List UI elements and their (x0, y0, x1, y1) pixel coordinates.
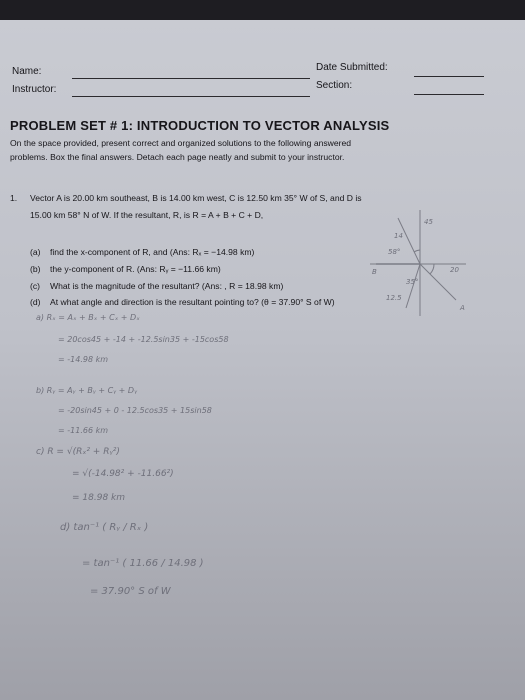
part-a-text: find the x-component of R, and (Ans: Rₓ = −14.98 km) (50, 247, 255, 257)
instructor-line (72, 96, 310, 97)
part-c-label: (c) (30, 281, 41, 291)
problem-text-line-2: 15.00 km 58° N of W. If the resultant, R, is R = A + B + C + D, (30, 210, 264, 220)
solution-d-answer: = 37.90° S of W (90, 586, 171, 597)
section-line (414, 94, 484, 95)
part-d-label: (d) (30, 297, 41, 307)
page-title: PROBLEM SET # 1: INTRODUCTION TO VECTOR ANALYSIS (10, 118, 390, 133)
problem-text-line-1: Vector A is 20.00 km southeast, B is 14.00 km west, C is 12.50 km 35° W of S, and D is (30, 193, 362, 203)
vector-diagram (366, 208, 474, 320)
angle-arc-d (414, 250, 420, 252)
solution-b-line-1: b) Rᵧ = Aᵧ + Bᵧ + Cᵧ + Dᵧ (36, 386, 138, 395)
solution-c-line-3: = 18.98 km (72, 493, 126, 503)
section-label: Section: (316, 80, 353, 91)
solution-d-line-2: = tan⁻¹ ( 11.66 / 14.98 ) (82, 558, 204, 569)
solution-a-line-1: a) Rₓ = Aₓ + Bₓ + Cₓ + Dₓ (36, 313, 140, 322)
solution-b-line-2: = -20sin45 + 0 - 12.5cos35 + 15sin58 (58, 406, 212, 415)
diagram-label-45: 45 (424, 218, 433, 226)
intro-line-1: On the space provided, present correct and organized solutions to the following answered (10, 138, 352, 148)
vector-c-arrow (406, 264, 420, 308)
solution-a-line-2: = 20cos45 + -14 + -12.5sin35 + -15cos58 (58, 335, 229, 344)
instructor-label: Instructor: (12, 84, 57, 95)
part-b-text: the y-component of R. (Ans: Rᵧ = −11.66 km) (50, 264, 221, 274)
diagram-label-14: 14 (394, 232, 403, 240)
problem-number: 1. (10, 193, 18, 203)
part-d-text: At what angle and direction is the resultant pointing to? (θ = 37.90° S of W) (50, 297, 335, 307)
diagram-label-58: 58° (388, 248, 401, 256)
name-label: Name: (12, 66, 42, 77)
solution-c-line-2: = √(-14.98² + -11.66²) (72, 469, 174, 479)
solution-d-line-1: d) tan⁻¹ ( Rᵧ / Rₓ ) (60, 522, 149, 533)
vector-d-arrow (398, 218, 420, 264)
worksheet-page (0, 20, 525, 700)
date-line (414, 76, 484, 77)
solution-c-line-1: c) R = √(Rₓ² + Rᵧ²) (36, 447, 120, 457)
diagram-label-b: B (372, 268, 377, 276)
diagram-label-12-5: 12.5 (386, 294, 402, 302)
diagram-label-20: 20 (450, 266, 459, 274)
date-submitted-label: Date Submitted: (316, 62, 388, 73)
diagram-label-a: A (460, 304, 465, 312)
name-line (72, 78, 310, 79)
solution-a-line-3: = -14.98 km (58, 355, 109, 364)
part-c-text: What is the magnitude of the resultant? (Ans: , R = 18.98 km) (50, 281, 284, 291)
solution-b-line-3: = -11.66 km (58, 426, 109, 435)
angle-arc-a (430, 264, 434, 274)
intro-line-2: problems. Box the final answers. Detach each page neatly and submit to your instructor. (10, 152, 345, 162)
part-a-label: (a) (30, 247, 41, 257)
diagram-label-35: 35° (406, 278, 419, 286)
part-b-label: (b) (30, 264, 41, 274)
